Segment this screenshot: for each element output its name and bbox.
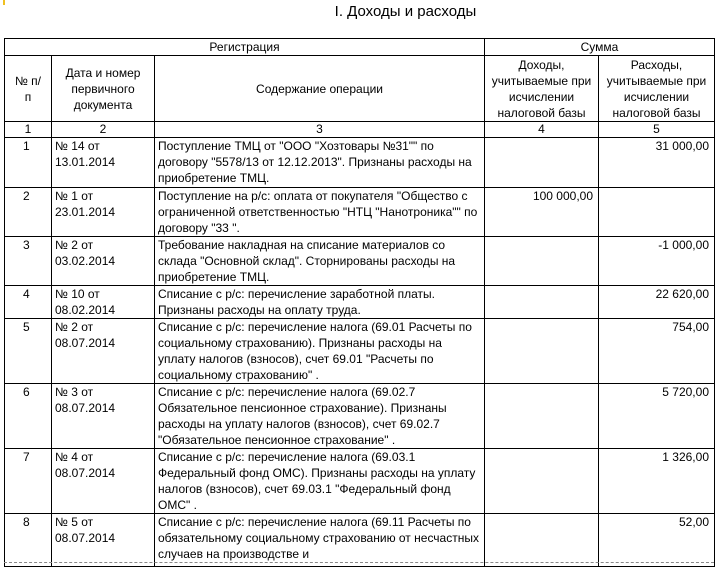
- row-doc-cell: № 2 от 08.07.2014: [52, 319, 155, 384]
- row-num-cell: 3: [5, 237, 52, 286]
- column-number: 3: [155, 122, 485, 138]
- row-content-cell: Поступление ТМЦ от "ООО "Хозтовары №31"" по договору "5578/13 от 12.12.2013". Признаны расходы на приобретение ТМЦ.: [155, 138, 485, 188]
- row-expense-cell: 22 620,00: [599, 286, 715, 319]
- row-expense-cell: -1 000,00: [599, 237, 715, 286]
- page-cut-line: [4, 562, 714, 563]
- row-income-cell: [485, 384, 599, 449]
- row-doc-cell: № 4 от 08.07.2014: [52, 449, 155, 514]
- row-content-cell: Поступление на р/с: оплата от покупателя "Общество с ограниченной ответственностью "НТЦ "Нанотроника"" по договору "33 ".: [155, 188, 485, 237]
- table-row: [5, 188, 715, 237]
- header-registration: Регистрация: [5, 39, 485, 56]
- row-doc-cell: № 5 от 08.07.2014: [52, 514, 155, 567]
- row-income-cell: [485, 449, 599, 514]
- row-doc-cell: № 14 от 13.01.2014: [52, 138, 155, 188]
- table-row: [5, 514, 715, 567]
- row-doc-cell: № 10 от 08.02.2014: [52, 286, 155, 319]
- header-col-date: Дата и номер первичного документа: [52, 56, 155, 122]
- row-expense-cell: 52,00: [599, 514, 715, 567]
- table-row: [5, 384, 715, 449]
- row-num-cell: 4: [5, 286, 52, 319]
- row-num-cell: 7: [5, 449, 52, 514]
- column-number: 5: [599, 122, 715, 138]
- row-num-cell: 8: [5, 514, 52, 567]
- row-content-cell: Списание с р/с: перечисление налога (69.11 Расчеты по обязательному социальному страхованию от несчастных случаев на производстве и: [155, 514, 485, 567]
- row-expense-cell: 1 326,00: [599, 449, 715, 514]
- row-num-cell: 6: [5, 384, 52, 449]
- table-row: [5, 319, 715, 384]
- row-content-cell: Списание с р/с: перечисление налога (69.03.1 Федеральный фонд ОМС). Признаны расходы на уплату налогов (взносов), счет 69.03.1 "Федеральный фонд ОМС" .: [155, 449, 485, 514]
- row-content-cell: Списание с р/с: перечисление налога (69.02.7 Обязательное пенсионное страхование). Признаны расходы на уплату налогов (взносов), счет 69.02.7 "Обязательное пенсионное страхование" .: [155, 384, 485, 449]
- row-income-cell: [485, 286, 599, 319]
- table-row: [5, 237, 715, 286]
- row-num-cell: 5: [5, 319, 52, 384]
- row-income-cell: [485, 138, 599, 188]
- row-doc-cell: № 1 от 23.01.2014: [52, 188, 155, 237]
- row-expense-cell: 5 720,00: [599, 384, 715, 449]
- row-doc-cell: № 2 от 03.02.2014: [52, 237, 155, 286]
- header-col-income: Доходы, учитываемые при исчислении налоговой базы: [485, 56, 599, 122]
- row-num-cell: 2: [5, 188, 52, 237]
- row-expense-cell: 754,00: [599, 319, 715, 384]
- table-row: [5, 286, 715, 319]
- table-row: [5, 449, 715, 514]
- header-sum: Сумма: [485, 39, 715, 56]
- table-row: [5, 138, 715, 188]
- header-col-expense: Расходы, учитываемые при исчислении налоговой базы: [599, 56, 715, 122]
- row-income-cell: 100 000,00: [485, 188, 599, 237]
- row-expense-cell: 31 000,00: [599, 138, 715, 188]
- header-col-content: Содержание операции: [155, 56, 485, 122]
- row-income-cell: [485, 319, 599, 384]
- row-content-cell: Списание с р/с: перечисление налога (69.01 Расчеты по социальному страхованию). Признаны расходы на уплату налогов (взносов), счет 69.01 "Расчеты по социальному страхованию" .: [155, 319, 485, 384]
- column-number: 4: [485, 122, 599, 138]
- column-number: 1: [5, 122, 52, 138]
- row-num-cell: 1: [5, 138, 52, 188]
- row-doc-cell: № 3 от 08.07.2014: [52, 384, 155, 449]
- page-title: I. Доходы и расходы: [334, 3, 477, 20]
- header-col-num: № п/п: [5, 56, 52, 122]
- row-income-cell: [485, 237, 599, 286]
- column-number: 2: [52, 122, 155, 138]
- row-expense-cell: [599, 188, 715, 237]
- row-content-cell: Списание с р/с: перечисление заработной платы. Признаны расходы на оплату труда.: [155, 286, 485, 319]
- income-expense-table: [4, 38, 715, 567]
- row-income-cell: [485, 514, 599, 567]
- row-content-cell: Требование накладная на списание материалов со склада "Основной склад". Сторнированы расходы на приобретение ТМЦ.: [155, 237, 485, 286]
